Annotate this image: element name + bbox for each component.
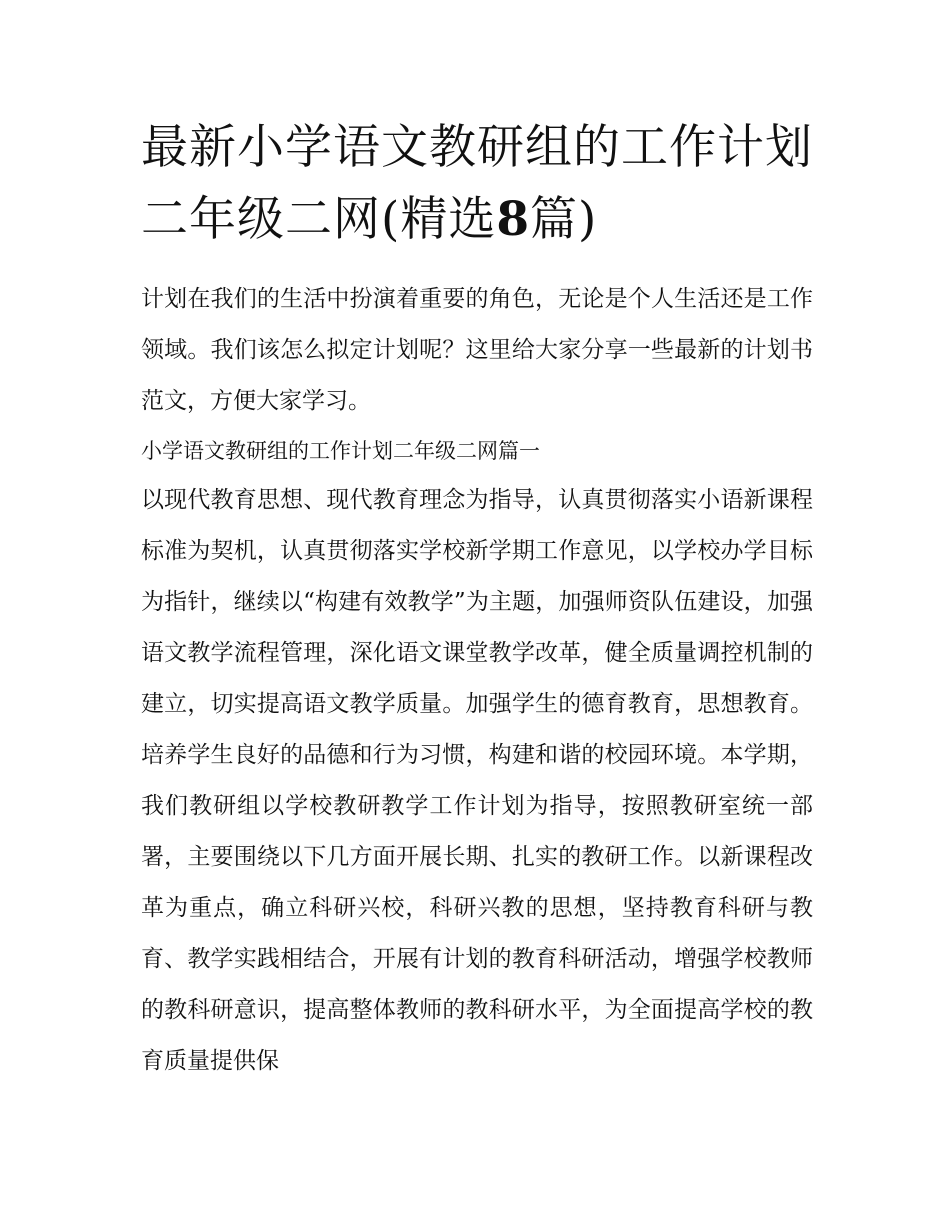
body-paragraph: 以现代教育思想、现代教育理念为指导，认真贯彻落实小语新课程标准为契机，认真贯彻落实学校新学期工作意见，以学校办学目标为指针，继续以“构建有效教学”为主题，加强师资队伍建设，加强语文教学流程管理，深化语文课堂教学改革，健全质量调控机制的建立，切实提高语文教学质量。加强学生的德育教育，思想教育。培养学生良好的品德和行为习惯，构建和谐的校园环境。本学期，我们教研组以学校教研教学工作计划为指导，按照教研室统一部署，主要围绕以下几方面开展长期、扎实的教研工作。以新课程改革为重点，确立科研兴校，科研兴教的思想，坚持教育科研与教育、教学实践相结合，开展有计划的教育科研活动，增强学校教师的教科研意识，提高整体教师的教科研水平，为全面提高学校的教育质量提供保: [141, 487, 813, 1074]
intro-paragraph: 计划在我们的生活中扮演着重要的角色，无论是个人生活还是工作领域。我们该怎么拟定计划呢？这里给大家分享一些最新的计划书范文，方便大家学习。: [141, 286, 813, 414]
title-number: 8: [496, 192, 531, 247]
document-title: [141, 112, 813, 256]
title-text: 最新小学语文教研组的工作计划二年级二网(精选: [141, 120, 813, 247]
title-suffix: 篇): [530, 192, 598, 247]
section-heading: 小学语文教研组的工作计划二年级二网篇一: [141, 439, 540, 463]
document-content: [141, 112, 813, 1087]
